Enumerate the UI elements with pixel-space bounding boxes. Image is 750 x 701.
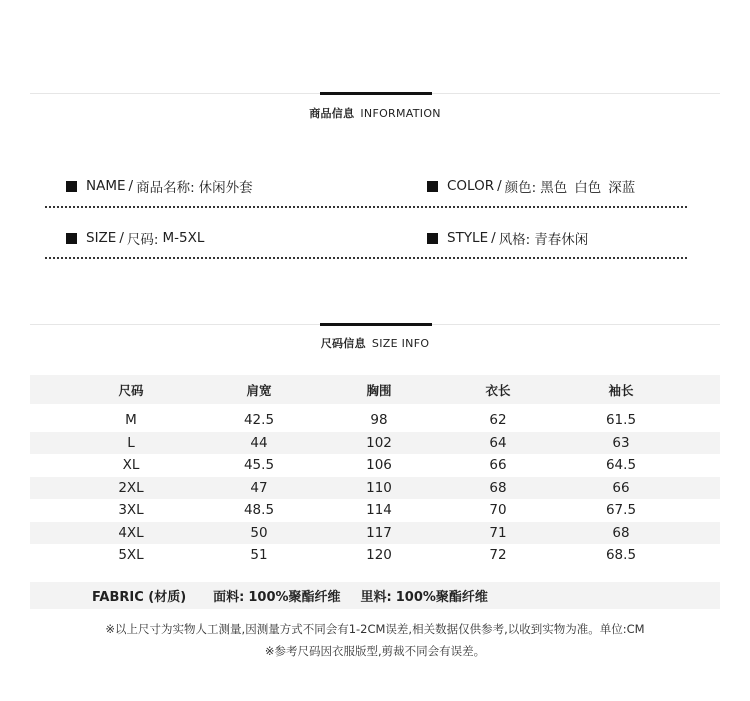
style-label: STYLE — [447, 230, 489, 246]
table-cell: 98 — [370, 412, 388, 429]
lining-label: 里料: — [360, 590, 392, 605]
table-row — [30, 432, 720, 455]
table-cell: 2XL — [118, 479, 144, 496]
table-cell: M — [125, 412, 137, 429]
info-title-cn: 商品信息 — [309, 107, 355, 120]
color-separator: / — [497, 178, 502, 194]
col-header: 尺码 — [118, 382, 144, 398]
table-cell: 50 — [250, 524, 268, 541]
color-label-cn: 颜色: — [504, 180, 537, 196]
table-cell: 114 — [366, 502, 392, 519]
lining-value: 100%聚酯纤维 — [395, 590, 488, 605]
size-note: ※参考尺码因衣服版型,剪裁不同会有误差。 — [264, 644, 486, 658]
table-cell: 4XL — [118, 524, 144, 541]
table-cell: 63 — [612, 434, 630, 451]
color-value: 深蓝 — [608, 180, 636, 196]
outer-fabric-label: 面料: — [213, 590, 245, 605]
info-size — [66, 228, 204, 248]
table-cell: 48.5 — [243, 502, 275, 519]
fabric-bar — [30, 582, 720, 609]
bullet-square-icon — [427, 181, 438, 192]
table-cell: 66 — [489, 457, 507, 474]
table-cell: 72 — [489, 547, 507, 564]
table-row — [30, 454, 720, 477]
table-cell: 61.5 — [605, 412, 637, 429]
measurement-note: ※以上尺寸为实物人工测量,因测量方式不同会有1-2CM误差,相关数据仅供参考,以收到实物为准。单位:CM — [105, 622, 645, 636]
table-cell: 64 — [489, 434, 507, 451]
color-value: 白色 — [574, 180, 602, 196]
table-row — [30, 409, 720, 432]
size-table — [30, 375, 720, 567]
style-value: 青春休闲 — [534, 232, 589, 248]
name-separator: / — [128, 178, 134, 194]
table-cell: 68 — [489, 479, 507, 496]
table-cell: 47 — [250, 479, 268, 496]
size-title-cn: 尺码信息 — [320, 337, 366, 350]
name-value: 休闲外套 — [198, 180, 253, 196]
info-color — [427, 176, 642, 196]
table-cell: 3XL — [118, 502, 144, 519]
table-row — [30, 544, 720, 567]
table-cell: 120 — [366, 547, 392, 564]
table-header-row — [30, 375, 720, 404]
table-cell: 44 — [250, 434, 268, 451]
col-header: 衣长 — [485, 382, 511, 398]
table-row — [30, 522, 720, 545]
size-value: M-5XL — [162, 230, 205, 246]
table-cell: 68 — [612, 524, 630, 541]
size-label: SIZE — [86, 230, 117, 246]
table-cell: 117 — [366, 524, 392, 541]
table-cell: 64.5 — [605, 457, 637, 474]
dotted-divider — [45, 206, 687, 208]
name-label: NAME — [86, 178, 126, 194]
fabric-label: FABRIC (材质) — [92, 590, 187, 605]
color-value: 黑色 — [540, 180, 568, 196]
table-cell: 106 — [366, 457, 392, 474]
size-tab-indicator — [320, 323, 432, 326]
info-tab-indicator — [320, 92, 432, 95]
size-separator: / — [119, 230, 124, 246]
table-cell: 42.5 — [243, 412, 275, 429]
dotted-divider — [45, 257, 687, 259]
table-cell: 71 — [489, 524, 507, 541]
table-row — [30, 499, 720, 522]
table-cell: XL — [122, 457, 140, 474]
table-cell: 5XL — [118, 547, 144, 564]
bullet-square-icon — [66, 233, 77, 244]
info-title-en: INFORMATION — [360, 107, 441, 120]
table-cell: 62 — [489, 412, 507, 429]
col-header: 肩宽 — [246, 382, 272, 398]
table-cell: 66 — [612, 479, 630, 496]
table-cell: 110 — [366, 479, 392, 496]
info-name — [66, 176, 253, 196]
bullet-square-icon — [427, 233, 438, 244]
name-label-cn: 商品名称: — [136, 180, 195, 196]
table-cell: 70 — [489, 502, 507, 519]
table-cell: 102 — [366, 434, 392, 451]
table-cell: 45.5 — [243, 457, 275, 474]
col-header: 胸围 — [366, 382, 392, 398]
table-cell: 51 — [250, 547, 268, 564]
color-label: COLOR — [447, 178, 495, 194]
color-values — [540, 176, 642, 196]
info-section-title — [0, 105, 750, 121]
info-style — [427, 228, 588, 248]
table-cell: L — [127, 434, 135, 451]
style-separator: / — [491, 230, 496, 246]
table-cell: 67.5 — [605, 502, 637, 519]
size-title-en: SIZE INFO — [371, 337, 430, 350]
table-row — [30, 477, 720, 500]
size-label-cn: 尺码: — [126, 232, 159, 248]
style-label-cn: 风格: — [498, 232, 531, 248]
bullet-square-icon — [66, 181, 77, 192]
size-section-title — [0, 335, 750, 351]
col-header: 袖长 — [608, 382, 634, 398]
outer-fabric-value: 100%聚酯纤维 — [248, 590, 341, 605]
table-cell: 68.5 — [605, 547, 637, 564]
